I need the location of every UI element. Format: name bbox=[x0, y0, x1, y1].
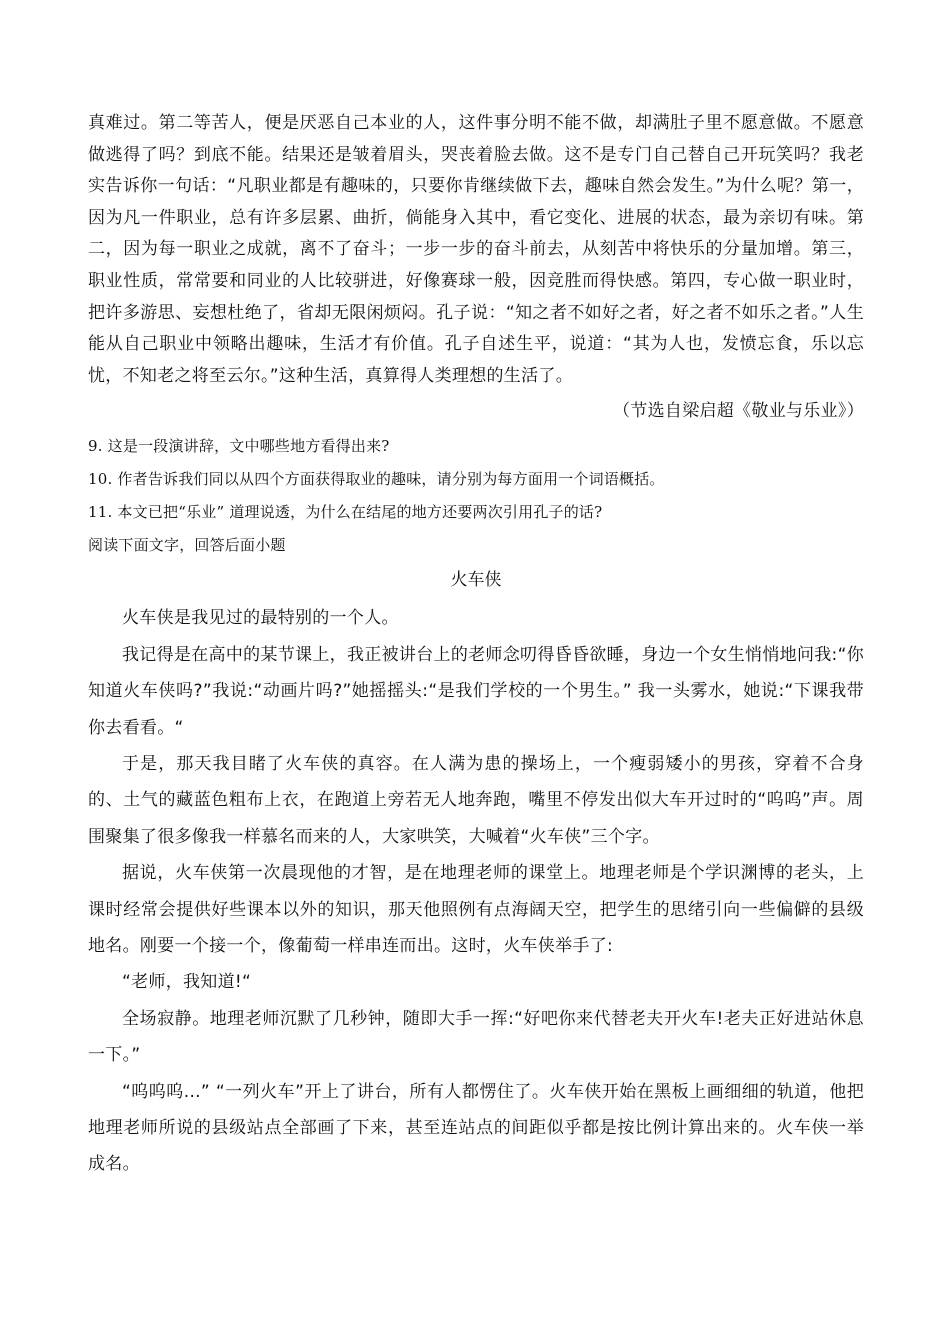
question-10: 10. 作者告诉我们同以从四个方面获得取业的趣味，请分别为每方面用一个词语概括。 bbox=[88, 470, 665, 489]
story-paragraph: 我记得是在高中的某节课上，我正被讲台上的老师念叨得昏昏欲睡，身边一个女生悄悄地问我:“你知道火车侠吗?”我说:“动画片吗?”她摇摇头:“是我们学校的一个男生。” 我一头雾水，她说:“下课我带你去看看。“ bbox=[88, 644, 864, 738]
story-paragraph: 全场寂静。地理老师沉默了几秒钟，随即大手一挥:“好吧你来代替老夫开火车!老夫正好进站休息一下。” bbox=[88, 1008, 864, 1066]
story-paragraph: 据说，火车侠第一次晨现他的才智，是在地理老师的课堂上。地理老师是个学识渊博的老头，上课时经常会提供好些课本以外的知识，那天他照例有点海阔天空，把学生的思绪引向一些偏僻的县级地名。刚要一个接一个，像葡萄一样串连而出。这时，火车侠举手了: bbox=[88, 863, 864, 956]
question-9: 9. 这是一段演讲辞，文中哪些地方看得出来? bbox=[88, 437, 390, 456]
essay-source: （节选自梁启超《敬业与乐业》） bbox=[613, 401, 864, 422]
question-list bbox=[88, 430, 864, 562]
story-paragraph: “呜呜呜...” “一列火车”开上了讲台，所有人都愣住了。火车侠开始在黑板上画细细的轨道，他把地理老师所说的县级站点全部画了下来，甚至连站点的间距似乎都是按比例计算出来的。火车侠一举成名。 bbox=[88, 1081, 864, 1175]
story-section bbox=[88, 564, 864, 1183]
question-11: 11. 本文已把“乐业” 道理说透，为什么在结尾的地方还要两次引用孔子的话? bbox=[88, 503, 603, 522]
story-paragraph: 火车侠是我见过的最特别的一个人。 bbox=[122, 608, 399, 629]
story-title: 火车侠 bbox=[450, 570, 502, 591]
story-paragraph: 于是，那天我目睹了火车侠的真容。在人满为患的操场上，一个瘦弱矮小的男孩，穿着不合身的、土气的藏蓝色粗布上衣，在跑道上旁若无人地奔跑，嘴里不停发出似大车开过时的“呜呜”声。周围聚集了很多像我一样慕名而来的人，大家哄笑，大喊着“火车侠”三个字。 bbox=[88, 753, 864, 847]
document-page bbox=[88, 108, 864, 1183]
essay-paragraph: 真难过。第二等苦人，便是厌恶自己本业的人，这件事分明不能不做，却满肚子里不愿意做。不愿意做逃得了吗？到底不能。结果还是皱着眉头，哭丧着脸去做。这不是专门自己替自己开玩笑吗？我老实告诉你一句话：“凡职业都是有趣味的，只要你肯继续做下去，趣味自然会发生。”为什么呢？第一，因为凡一件职业，总有许多层累、曲折，倘能身入其中，看它变化、进展的状态，最为亲切有味。第二，因为每一职业之成就，离不了奋斗；一步一步的奋斗前去，从刻苦中将快乐的分量加增。第三，职业性质，常常要和同业的人比较骈进，好像赛球一般，因竞胜而得快感。第四，专心做一职业时，把许多游思、妄想杜绝了，省却无限闲烦闷。孔子说：“知之者不如好之者，好之者不如乐之者。”人生能从自己职业中领略出趣味，生活才有价值。孔子自述生平，说道：“其为人也，发愤忘食，乐以忘忧，不知老之将至云尔。”这种生活，真算得人类理想的生活了。 bbox=[88, 113, 864, 386]
reading-instruction: 阅读下面文字，回答后面小题 bbox=[88, 536, 286, 555]
story-paragraph: “老师，我知道!“ bbox=[122, 972, 252, 993]
